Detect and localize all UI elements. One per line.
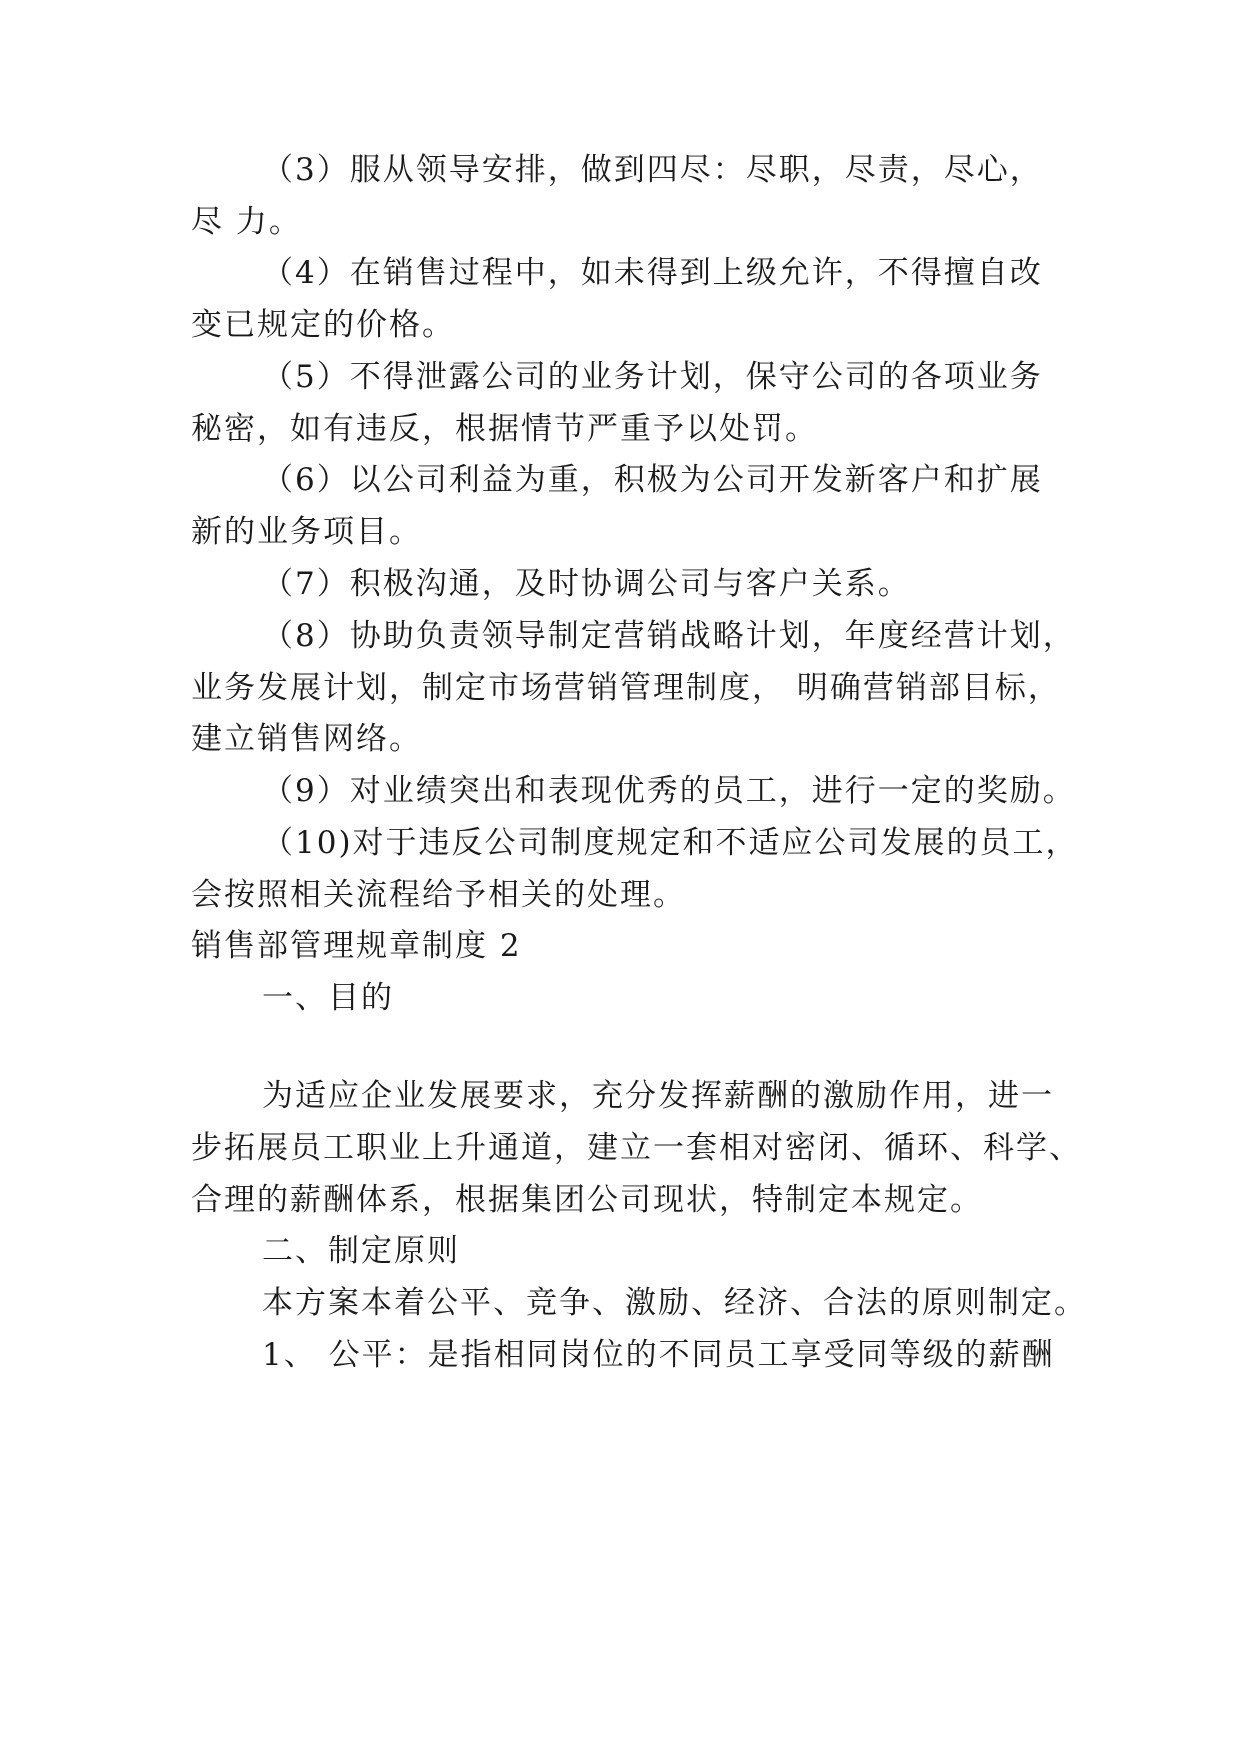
text-line: 为适应企业发展要求，充分发挥薪酬的激励作用，进一 xyxy=(262,1078,1054,1114)
text-line: （3）服从领导安排，做到四尽：尽职，尽责，尽心， xyxy=(262,152,1043,188)
text-line: （4）在销售过程中，如未得到上级允许，不得擅自改 xyxy=(262,255,1043,291)
text-line: 尽 力。 xyxy=(191,204,302,240)
text-line: 合理的薪酬体系，根据集团公司现状，特制定本规定。 xyxy=(191,1182,983,1218)
text-line: 新的业务项目。 xyxy=(191,514,422,550)
text-line: 步拓展员工职业上升通道，建立一套相对密闭、循环、科学、 xyxy=(191,1130,1082,1166)
text-line: 会按照相关流程给予相关的处理。 xyxy=(191,877,686,913)
text-line: 秘密，如有违反，根据情节严重予以处罚。 xyxy=(191,411,818,447)
text-line: （9）对业绩突出和表现优秀的员工，进行一定的奖励。 xyxy=(262,773,1076,809)
section-title: 销售部管理规章制度 2 xyxy=(191,928,522,964)
text-line: 本方案本着公平、竞争、激励、经济、合法的原则制定。 xyxy=(262,1285,1087,1321)
text-line: （5）不得泄露公司的业务计划，保守公司的各项业务 xyxy=(262,359,1043,395)
text-line: 变已规定的价格。 xyxy=(191,307,455,343)
text-line: （7）积极沟通，及时协调公司与客户关系。 xyxy=(262,566,911,602)
section-heading: 一、目的 xyxy=(262,980,394,1016)
text-line: （6）以公司利益为重，积极为公司开发新客户和扩展 xyxy=(262,462,1043,498)
section-heading: 二、制定原则 xyxy=(262,1233,460,1269)
text-line: 建立销售网络。 xyxy=(191,721,422,757)
text-line: （10)对于违反公司制度规定和不适应公司发展的员工， xyxy=(262,825,1079,861)
text-line: 1、 公平：是指相同岗位的不同员工享受同等级的薪酬 xyxy=(262,1337,1055,1373)
text-line: （8）协助负责领导制定营销战略计划，年度经营计划， xyxy=(262,618,1076,654)
text-line: 业务发展计划，制定市场营销管理制度， 明确营销部目标， xyxy=(191,670,1061,706)
